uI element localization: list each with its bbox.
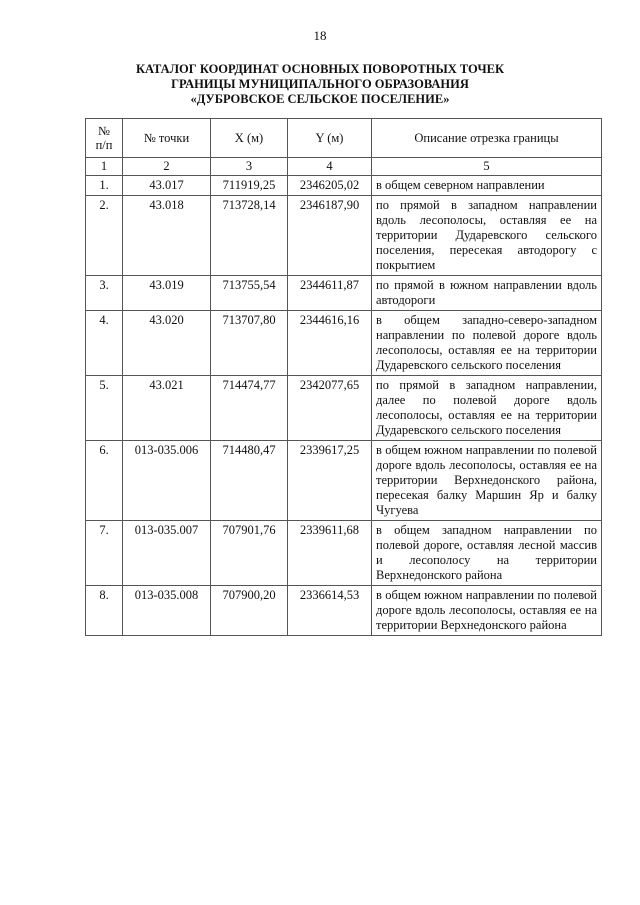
- y-coordinate: 2344616,16: [288, 311, 372, 376]
- y-coordinate: 2336614,53: [288, 586, 372, 636]
- segment-description: по прямой в западном направлении, далее по полевой дороге вдоль лесополосы, оставляя ее на территории Дударевского сельского поселения: [372, 376, 602, 441]
- y-coordinate: 2339617,25: [288, 441, 372, 521]
- x-coordinate: 714474,77: [211, 376, 288, 441]
- table-row: [86, 586, 602, 636]
- x-coordinate: 707900,20: [211, 586, 288, 636]
- row-number: 4.: [86, 311, 123, 376]
- table-row: [86, 521, 602, 586]
- table-row: [86, 276, 602, 311]
- column-number: 1: [86, 158, 123, 176]
- header-point: № точки: [123, 119, 211, 158]
- point-id: 013-035.007: [123, 521, 211, 586]
- x-coordinate: 713755,54: [211, 276, 288, 311]
- x-coordinate: 711919,25: [211, 176, 288, 196]
- column-number: 2: [123, 158, 211, 176]
- row-number: 1.: [86, 176, 123, 196]
- segment-description: в общем южном направлении по полевой дороге вдоль лесополосы, оставляя ее на территории Верхнедонского района, пересекая балку Маршин Яр и балку Чугуева: [372, 441, 602, 521]
- column-number-row: [86, 158, 602, 176]
- point-id: 43.021: [123, 376, 211, 441]
- point-id: 43.019: [123, 276, 211, 311]
- y-coordinate: 2344611,87: [288, 276, 372, 311]
- page-number: 18: [313, 28, 327, 43]
- point-id: 43.018: [123, 196, 211, 276]
- x-coordinate: 713707,80: [211, 311, 288, 376]
- point-id: 43.020: [123, 311, 211, 376]
- header-y: Y (м): [288, 119, 372, 158]
- segment-description: в общем южном направлении по полевой дороге вдоль лесополосы, оставляя ее на территории Верхнедонского района: [372, 586, 602, 636]
- row-number: 7.: [86, 521, 123, 586]
- title-line-1: КАТАЛОГ КООРДИНАТ ОСНОВНЫХ ПОВОРОТНЫХ ТОЧЕК: [135, 62, 505, 76]
- x-coordinate: 713728,14: [211, 196, 288, 276]
- table-row: [86, 196, 602, 276]
- row-number: 2.: [86, 196, 123, 276]
- y-coordinate: 2346187,90: [288, 196, 372, 276]
- x-coordinate: 714480,47: [211, 441, 288, 521]
- table-header-row: [86, 119, 602, 158]
- segment-description: в общем северном направлении: [372, 176, 602, 196]
- table-row: [86, 311, 602, 376]
- row-number: 8.: [86, 586, 123, 636]
- point-id: 43.017: [123, 176, 211, 196]
- table-row: [86, 376, 602, 441]
- coordinates-table: [85, 118, 602, 636]
- segment-description: в общем западном направлении по полевой дороге, оставляя лесной массив и лесополосу на территории Верхнедонского района: [372, 521, 602, 586]
- segment-description: в общем западно-северо-западном направлении по полевой дороге вдоль лесополосы, оставляя ее на территории Дударевского сельского поселения: [372, 311, 602, 376]
- header-x: X (м): [211, 119, 288, 158]
- column-number: 4: [288, 158, 372, 176]
- title-line-3: «ДУБРОВСКОЕ СЕЛЬСКОЕ ПОСЕЛЕНИЕ»: [190, 92, 450, 106]
- column-number: 3: [211, 158, 288, 176]
- header-nopp-line-2: п/п: [95, 138, 113, 152]
- table-row: [86, 441, 602, 521]
- y-coordinate: 2339611,68: [288, 521, 372, 586]
- y-coordinate: 2346205,02: [288, 176, 372, 196]
- row-number: 6.: [86, 441, 123, 521]
- header-description: Описание отрезка границы: [372, 119, 602, 158]
- point-id: 013-035.006: [123, 441, 211, 521]
- header-nopp: [86, 119, 123, 158]
- x-coordinate: 707901,76: [211, 521, 288, 586]
- table-row: [86, 176, 602, 196]
- title-line-2: ГРАНИЦЫ МУНИЦИПАЛЬНОГО ОБРАЗОВАНИЯ: [171, 77, 469, 91]
- header-nopp-line-1: №: [98, 124, 110, 138]
- column-number: 5: [372, 158, 602, 176]
- row-number: 3.: [86, 276, 123, 311]
- y-coordinate: 2342077,65: [288, 376, 372, 441]
- row-number: 5.: [86, 376, 123, 441]
- segment-description: по прямой в западном направлении вдоль лесополосы, оставляя ее на территории Дударевского сельского поселения, пересекая автодорогу с покрытием: [372, 196, 602, 276]
- segment-description: по прямой в южном направлении вдоль автодороги: [372, 276, 602, 311]
- point-id: 013-035.008: [123, 586, 211, 636]
- document-title: [60, 62, 580, 107]
